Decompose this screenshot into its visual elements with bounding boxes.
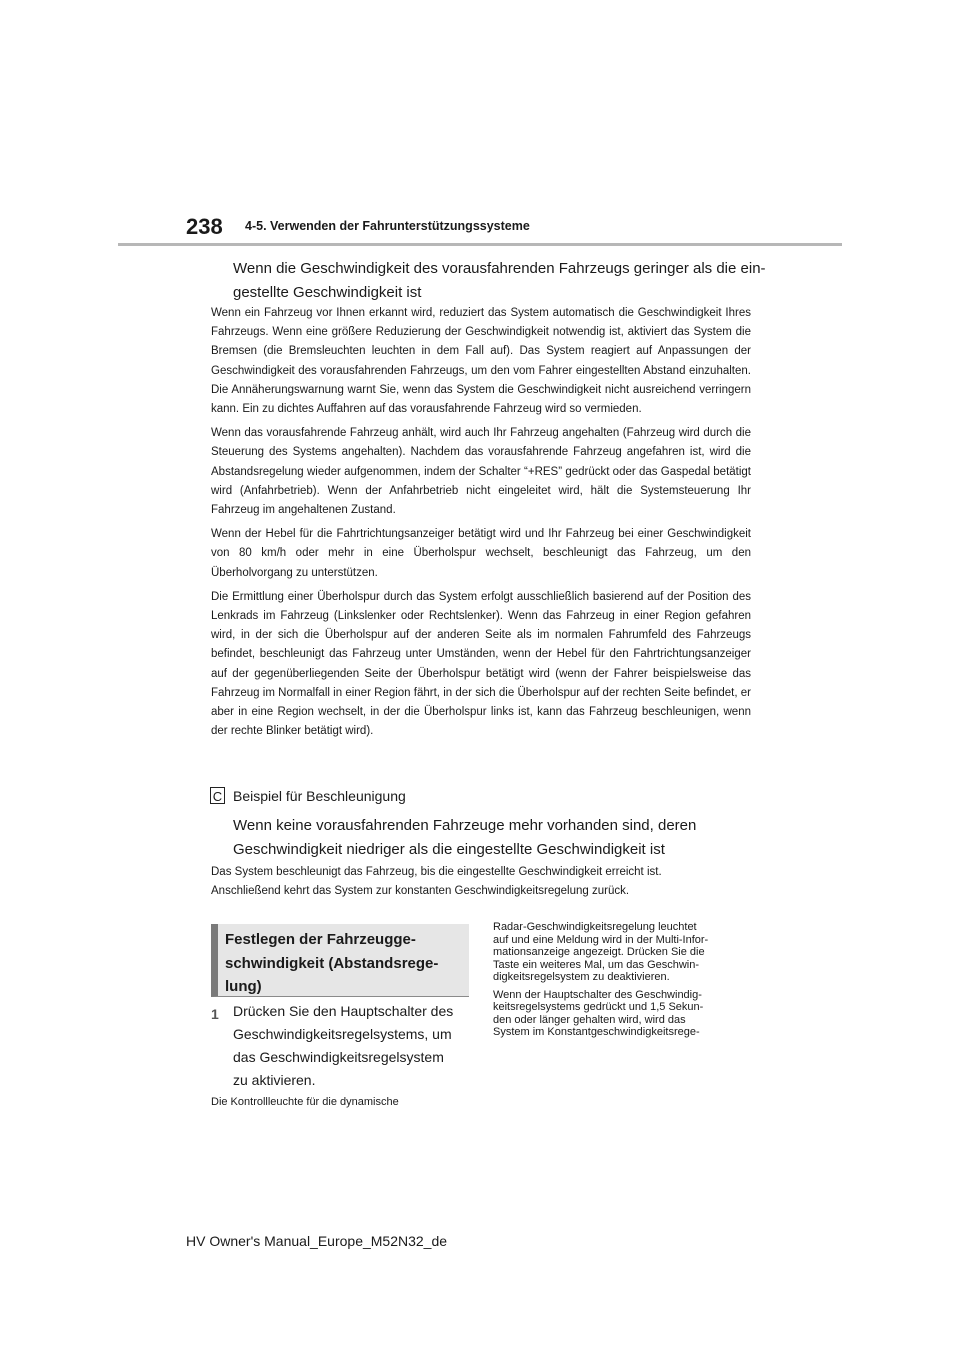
step-line: Drücken Sie den Hauptschalter des [233, 1003, 454, 1019]
text-line: den oder länger gehalten wird, wird das [493, 1013, 686, 1026]
text-line: Taste ein weiteres Mal, um das Geschwin- [493, 958, 700, 971]
section-body [211, 304, 751, 741]
section-lead [233, 257, 773, 305]
text-line: Das System beschleunigt das Fahrzeug, bis die eingestellte Geschwindigkeit erreicht ist. [211, 866, 662, 878]
paragraph: Wenn der Hebel für die Fahrtrichtungsanzeiger betätigt wird und Ihr Fahrzeug bei einer Geschwindigkeit von 80 km/h oder mehr in eine Überholspur wechselt, beschleunigt das Fahrzeug, um den Überholvorgang zu unterstützen. [211, 528, 751, 579]
step-line: Geschwindigkeitsregelsystems, um [233, 1026, 452, 1042]
page-number: 238 [186, 214, 223, 239]
paragraph: Wenn das vorausfahrende Fahrzeug anhält, wird auch Ihr Fahrzeug angehalten (Fahrzeug wird durch die Steuerung des Systems angehalten). Nachdem das vorausfahrende Fahrzeug angefahren ist, wird die Abstandsregelung wieder aufgenommen, indem der Schalter “+RES” gedrückt oder das Gaspedal betätigt wird (Anfahrbetrieb). Wenn der Anfahrbetrieb nicht eingeleitet wird, hält die Systemsteuerung Ihr Fahrzeug im angehaltenen Zustand. [211, 427, 751, 517]
text-line: keitsregelsystems gedrückt und 1,5 Sekun- [493, 1001, 704, 1013]
heading-line: lung) [225, 978, 262, 995]
step-text [233, 1000, 473, 1092]
text-line: mationsanzeige angezeigt. Drücken Sie die [493, 946, 705, 958]
lead-line: Wenn die Geschwindigkeit des vorausfahrenden Fahrzeugs geringer als die ein- [233, 260, 766, 277]
text-line: auf und eine Meldung wird in der Multi-Infor- [493, 933, 709, 946]
right-paragraph [493, 989, 751, 1039]
text-line: System im Konstantgeschwindigkeitsrege- [493, 1026, 700, 1038]
step-number: 1 [211, 1006, 219, 1022]
section-heading-box [211, 924, 469, 997]
text-line: digkeitsregelsystem zu deaktivieren. [493, 971, 670, 983]
lead-line: Geschwindigkeit niedriger als die eingestellte Geschwindigkeit ist [233, 841, 665, 858]
right-column [493, 921, 751, 1044]
example-marker: C [210, 787, 225, 804]
example-lead [233, 814, 773, 862]
paragraph: Die Ermittlung einer Überholspur durch das System erfolgt ausschließlich basierend auf der Position des Lenkrads im Fahrzeug (Linkslenker oder Rechtslenker). Wenn das Fahrzeug in einer Region gefahren wird, in der sich die Überholspur auf der anderen Seite als im normalen Fahrumfeld des Fahrzeugs befindet, beschleunigt das Fahrzeug unter Umständen, wenn der Hebel für den Fahrtrichtungsanzeiger auf der gegenüberliegenden Seite der Überholspur betätigt wird (wenn der Fahrer beispielsweise das Fahrzeug im Normalfall in einer Region fährt, in der sich die Überholspur auf der rechten Seite befindet, er aber in eine Region wechselt, in der die Überholspur links ist, kann das Fahrzeug beschleunigen, wenn der rechte Blinker betätigt wird). [211, 590, 751, 738]
heading-line: Festlegen der Fahrzeugge- [225, 931, 416, 948]
step-line: zu aktivieren. [233, 1072, 316, 1088]
right-paragraph [493, 921, 751, 984]
text-line: Radar-Geschwindigkeitsregelung leuchtet [493, 921, 697, 933]
footer-text: HV Owner's Manual_Europe_M52N32_de [186, 1233, 448, 1249]
example-title: Beispiel für Beschleunigung [233, 788, 406, 804]
paragraph: Wenn ein Fahrzeug vor Ihnen erkannt wird, reduziert das System automatisch die Geschwindigkeit Ihres Fahrzeugs. Wenn eine größere Reduzierung der Geschwindigkeit notwendig ist, aktiviert das System die Bremsen (die Bremsleuchten leuchten in dem Fall auf). Das System reagiert auf Anpassungen der Geschwindigkeit des vorausfahrenden Fahrzeugs, um den vom Fahrer eingestellten Abstand einzuhalten. Die Annäherungswarnung warnt Sie, wenn das System die Geschwindigkeit nicht ausreichend verringern kann. Ein zu dichtes Auffahren auf das vorausfahrende Fahrzeug wird so vermieden. [211, 307, 751, 416]
header-divider [118, 243, 842, 246]
text-line: Anschließend kehrt das System zur konstanten Geschwindigkeitsregelung zurück. [211, 885, 630, 898]
example-text [211, 863, 751, 901]
lead-line: gestellte Geschwindigkeit ist [233, 284, 422, 301]
text-line: Wenn der Hauptschalter des Geschwindig- [493, 988, 702, 1001]
chapter-title: 4-5. Verwenden der Fahrunterstützungssysteme [245, 219, 530, 233]
heading-line: schwindigkeit (Abstandsrege- [225, 954, 439, 972]
step-line: das Geschwindigkeitsregelsystem [233, 1049, 444, 1065]
step-note: Die Kontrollleuchte für die dynamische [211, 1096, 399, 1108]
lead-line: Wenn keine vorausfahrenden Fahrzeuge mehr vorhanden sind, deren [233, 817, 697, 834]
